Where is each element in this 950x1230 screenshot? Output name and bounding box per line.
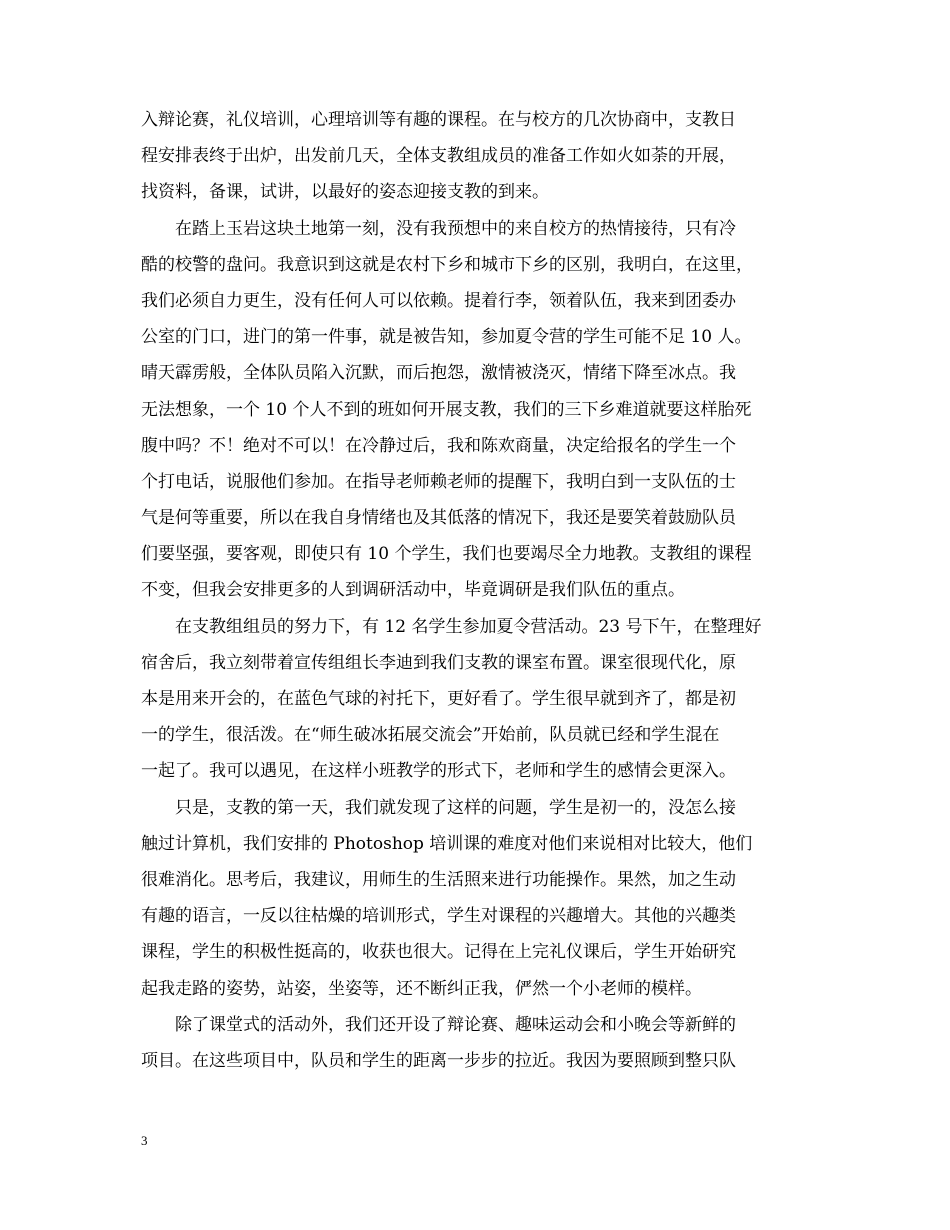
text-line: 宿舍后，我立刻带着宣传组组长李迪到我们支教的课室布置。课室很现代化，原 [141,652,736,673]
text-line: 在支教组组员的努力下，有 12 名学生参加夏令营活动。23 号下午，在整理好 [141,616,762,637]
text-line: 程安排表终于出炉，出发前几天，全体支教组成员的准备工作如火如荼的开展， [141,146,736,167]
text-line: 个打电话，说服他们参加。在指导老师赖老师的提醒下，我明白到一支队伍的士 [141,471,736,492]
text-line: 酷的校警的盘问。我意识到这就是农村下乡和城市下乡的区别，我明白，在这里， [141,254,753,275]
text-line: 本是用来开会的，在蓝色气球的衬托下，更好看了。学生很早就到齐了，都是初 [141,689,736,709]
text-line: 项目。在这些项目中，队员和学生的距离一步步的拉近。我因为要照顾到整只队 [141,1050,736,1071]
text-line: 在踏上玉岩这块土地第一刻，没有我预想中的来自校方的热情接待，只有冷 [141,218,736,239]
text-line: 触过计算机，我们安排的 Photoshop 培训课的难度对他们来说相对比较大，他们 [141,833,753,854]
text-line: 课程，学生的积极性挺高的，收获也很大。记得在上完礼仪课后，学生开始研究 [141,942,736,963]
text-line: 除了课堂式的活动外，我们还开设了辩论赛、趣味运动会和小晚会等新鲜的 [141,1014,736,1035]
document-body [141,102,813,1079]
text-line: 不变，但我会安排更多的人到调研活动中，毕竟调研是我们队伍的重点。 [141,580,685,601]
text-line: 晴天霹雳般，全体队员陷入沉默，而后抱怨，激情被浇灭，情绪下降至冰点。我 [141,363,736,384]
text-line: 很难消化。思考后，我建议，用师生的生活照来进行功能操作。果然，加之生动 [141,869,736,890]
text-line: 一的学生，很活泼。在“师生破冰拓展交流会”开始前，队员就已经和学生混在 [141,725,720,746]
text-line: 腹中吗？不！绝对不可以！在冷静过后，我和陈欢商量，决定给报名的学生一个 [141,435,736,456]
text-line: 气是何等重要，所以在我自身情绪也及其低落的情况下，我还是要笑着鼓励队员 [141,508,736,529]
text-line: 只是，支教的第一天，我们就发现了这样的问题，学生是初一的，没怎么接 [141,797,736,818]
text-line: 我们必须自力更生，没有任何人可以依赖。提着行李，领着队伍，我来到团委办 [141,290,736,311]
text-line: 入辩论赛，礼仪培训，心理培训等有趣的课程。在与校方的几次协商中，支教日 [141,110,736,130]
text-line: 公室的门口，进门的第一件事，就是被告知，参加夏令营的学生可能不足 10 人。 [141,327,752,348]
text-line: 有趣的语言，一反以往枯燥的培训形式，学生对课程的兴趣增大。其他的兴趣类 [141,906,736,927]
text-line: 无法想象，一个 10 个人不到的班如何开展支教，我们的三下乡难道就要这样胎死 [141,399,752,420]
text-line: 一起了。我可以遇见，在这样小班教学的形式下，老师和学生的感情会更深入。 [141,761,736,782]
text-line: 起我走路的姿势，站姿，坐姿等，还不断纠正我，俨然一个小老师的模样。 [141,978,702,999]
text-line: 找资料，备课，试讲，以最好的姿态迎接支教的到来。 [141,182,549,203]
text-line: 们要坚强，要客观，即使只有 10 个学生，我们也要竭尽全力地教。支教组的课程 [141,544,752,565]
page-number: 3 [141,1133,148,1148]
